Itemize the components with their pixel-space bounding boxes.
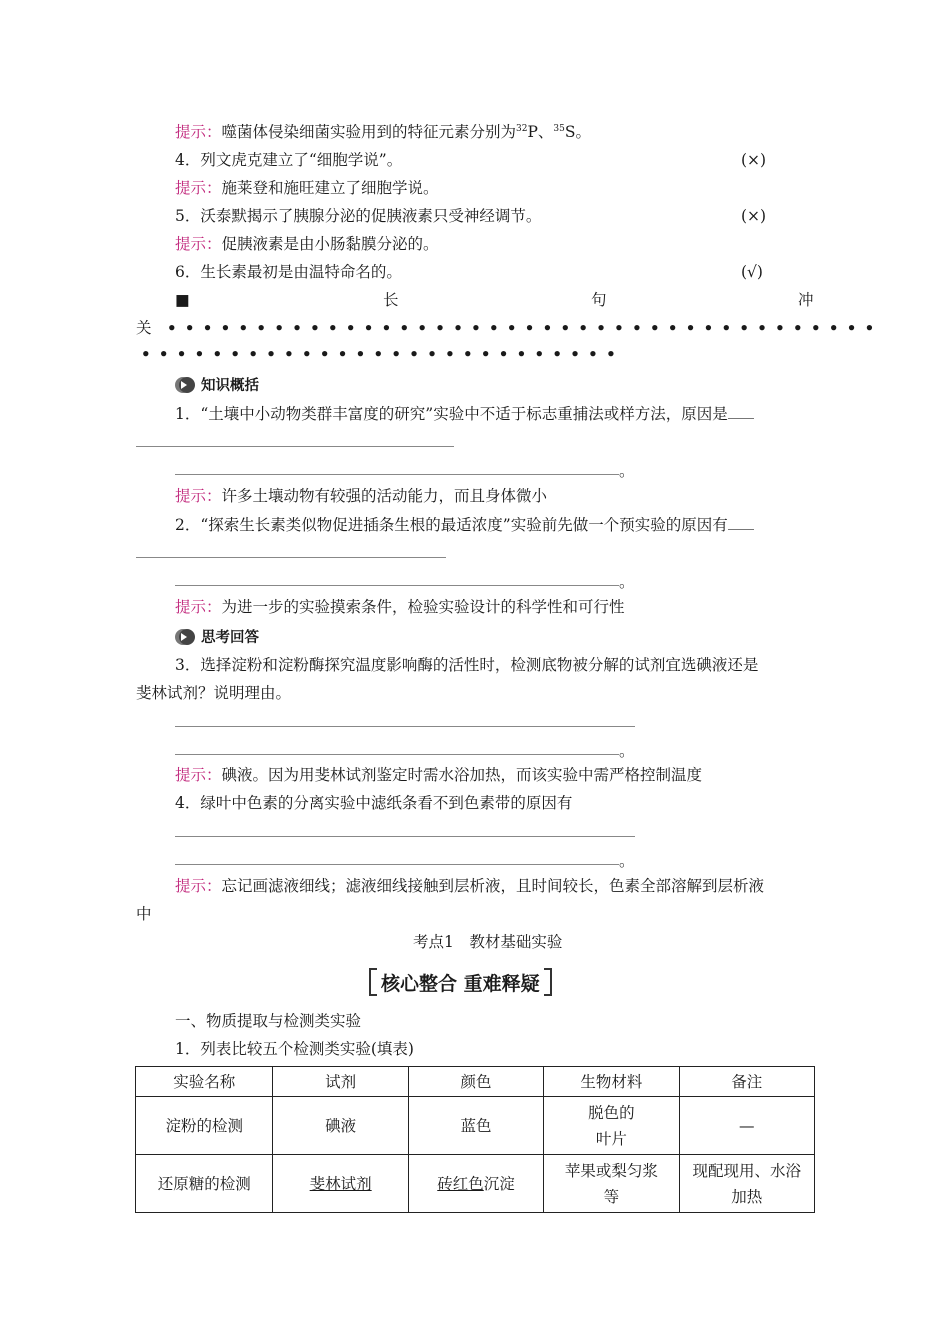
statement-6: 6．生长素最初是由温特命名的。: [175, 263, 402, 281]
tip-label: 提示：: [175, 235, 222, 253]
tip-text: 许多土壤动物有较强的活动能力，而且身体微小: [221, 487, 548, 505]
cell-line: 现配现用、水浴: [692, 1161, 802, 1180]
thinking-answer-heading: [175, 626, 259, 647]
cell-line: 叶片: [595, 1129, 627, 1148]
question-3-line-2: 斐林试剂？说明理由。: [136, 684, 292, 702]
kaodian-title: 考点1 教材基础实验: [413, 933, 563, 951]
judgement-mark-6: (√): [741, 263, 763, 281]
question-text: 2．“探索生长素类似物促进插条生根的最适浓度”实验前先做一个预实验的原因有: [175, 516, 728, 534]
table-cell: 蓝色: [408, 1097, 543, 1155]
tip-text: S。: [564, 123, 591, 141]
header-cell: 试剂: [273, 1067, 408, 1097]
heading-char: 冲: [798, 291, 814, 309]
bracket-right: [544, 968, 552, 996]
cell-text: 沉淀: [483, 1174, 515, 1193]
tip-text: 噬菌体侵染细菌实验用到的特征元素分别为: [221, 123, 517, 141]
superscript: 35: [553, 124, 565, 134]
tip-line-4: [175, 177, 439, 199]
answer-blank[interactable]: [136, 446, 454, 447]
table-cell: [679, 1155, 814, 1213]
table-cell: 还原糖的检测: [136, 1155, 273, 1213]
answer-4-wrap: 中: [136, 905, 152, 923]
tip-line-1: [175, 121, 591, 143]
answer-blank[interactable]: [175, 864, 619, 865]
table-cell: [408, 1155, 543, 1213]
cell-line: 加热: [731, 1187, 763, 1206]
question-1: [175, 402, 754, 425]
answer-4: [175, 875, 764, 897]
question-3-line-1: 3．选择淀粉和淀粉酶探究温度影响酶的活性时，检测底物被分解的试剂宜选碘液还是: [175, 656, 759, 674]
dotted-leader: ••••••••••••••••••••••••••••••••••••••••: [167, 319, 883, 337]
tip-label: 提示：: [175, 877, 222, 895]
heading-char: 长: [383, 291, 399, 309]
tip-label: 提示：: [175, 598, 222, 616]
answer-blank[interactable]: [728, 513, 754, 530]
section-title: 知识概括: [201, 378, 259, 394]
table-cell: [544, 1155, 679, 1213]
cell-line: 脱色的: [588, 1103, 635, 1122]
dotted-leader: •••••••••••••••••••••••••••: [141, 345, 624, 363]
section-title: 思考回答: [201, 630, 259, 646]
core-integration-banner: [369, 968, 552, 996]
table-cell: —: [679, 1097, 814, 1155]
answer-1: [175, 485, 547, 507]
header-cell: 备注: [679, 1067, 814, 1097]
tip-text: 碘液。因为用斐林试剂鉴定时需水浴加热，而该实验中需严格控制温度: [221, 766, 703, 784]
question-text: 1．“土壤中小动物类群丰富度的研究”实验中不适于标志重捕法或样方法，原因是: [175, 405, 728, 423]
table-cell: [273, 1155, 408, 1213]
tip-text: 施莱登和施旺建立了细胞学说。: [221, 179, 439, 197]
superscript: 32: [516, 124, 528, 134]
table-cell: 淀粉的检测: [136, 1097, 273, 1155]
header-cell: 生物材料: [544, 1067, 679, 1097]
heading-char: 关: [136, 319, 152, 337]
bracket-left: [369, 968, 377, 996]
answer-blank[interactable]: [175, 585, 619, 586]
table-cell: [544, 1097, 679, 1155]
tip-line-5: [175, 233, 439, 255]
answer-blank[interactable]: [136, 557, 446, 558]
tip-label: 提示：: [175, 487, 222, 505]
answer-blank[interactable]: [175, 474, 619, 475]
tip-label: 提示：: [175, 179, 222, 197]
question-2: [175, 513, 754, 536]
play-icon: [175, 628, 197, 646]
period: 。: [619, 742, 635, 760]
answer-blank[interactable]: [175, 754, 619, 755]
statement-4: 4．列文虎克建立了“细胞学说”。: [175, 151, 403, 169]
answer-2: [175, 596, 625, 618]
heading-char: 句: [591, 291, 607, 309]
filled-answer: 斐林试剂: [309, 1174, 372, 1193]
subheading-2: 1．列表比较五个检测类实验(填表): [175, 1040, 414, 1058]
tip-text: 忘记画滤液细线；滤液细线接触到层析液，且时间较长，色素全部溶解到层析液: [221, 877, 765, 895]
tip-text: 为进一步的实验摸索条件，检验实验设计的科学性和可行性: [221, 598, 625, 616]
answer-blank[interactable]: [728, 402, 754, 419]
header-cell: 颜色: [408, 1067, 543, 1097]
table-row: [136, 1155, 815, 1213]
tip-label: 提示：: [175, 766, 222, 784]
answer-blank[interactable]: [175, 726, 635, 727]
statement-5: 5．沃泰默揭示了胰腺分泌的促胰液素只受神经调节。: [175, 207, 542, 225]
header-cell: 实验名称: [136, 1067, 273, 1097]
table-header-row: [136, 1067, 815, 1097]
cell-line: 等: [603, 1187, 620, 1206]
answer-3: [175, 764, 702, 786]
tip-text: P、: [527, 123, 554, 141]
square-bullet: ■: [175, 291, 190, 309]
question-4: 4．绿叶中色素的分离实验中滤纸条看不到色素带的原因有: [175, 794, 573, 812]
detection-experiments-table: [135, 1066, 815, 1213]
period: 。: [619, 852, 635, 870]
filled-answer: 砖红色: [437, 1174, 484, 1193]
period: 。: [619, 462, 635, 480]
tip-text: 促胰液素是由小肠黏膜分泌的。: [221, 235, 439, 253]
period: 。: [619, 573, 635, 591]
subheading-1: 一、物质提取与检测类实验: [175, 1012, 362, 1030]
judgement-mark-5: (×): [741, 207, 767, 225]
table-row: [136, 1097, 815, 1155]
answer-blank[interactable]: [175, 836, 635, 837]
play-icon: [175, 376, 197, 394]
cell-line: 苹果或梨匀浆: [564, 1161, 658, 1180]
knowledge-summary-heading: [175, 374, 259, 395]
banner-text: 核心整合 重难释疑: [381, 972, 540, 995]
tip-label: 提示：: [175, 123, 222, 141]
judgement-mark-4: (×): [741, 151, 767, 169]
table-cell: 碘液: [273, 1097, 408, 1155]
